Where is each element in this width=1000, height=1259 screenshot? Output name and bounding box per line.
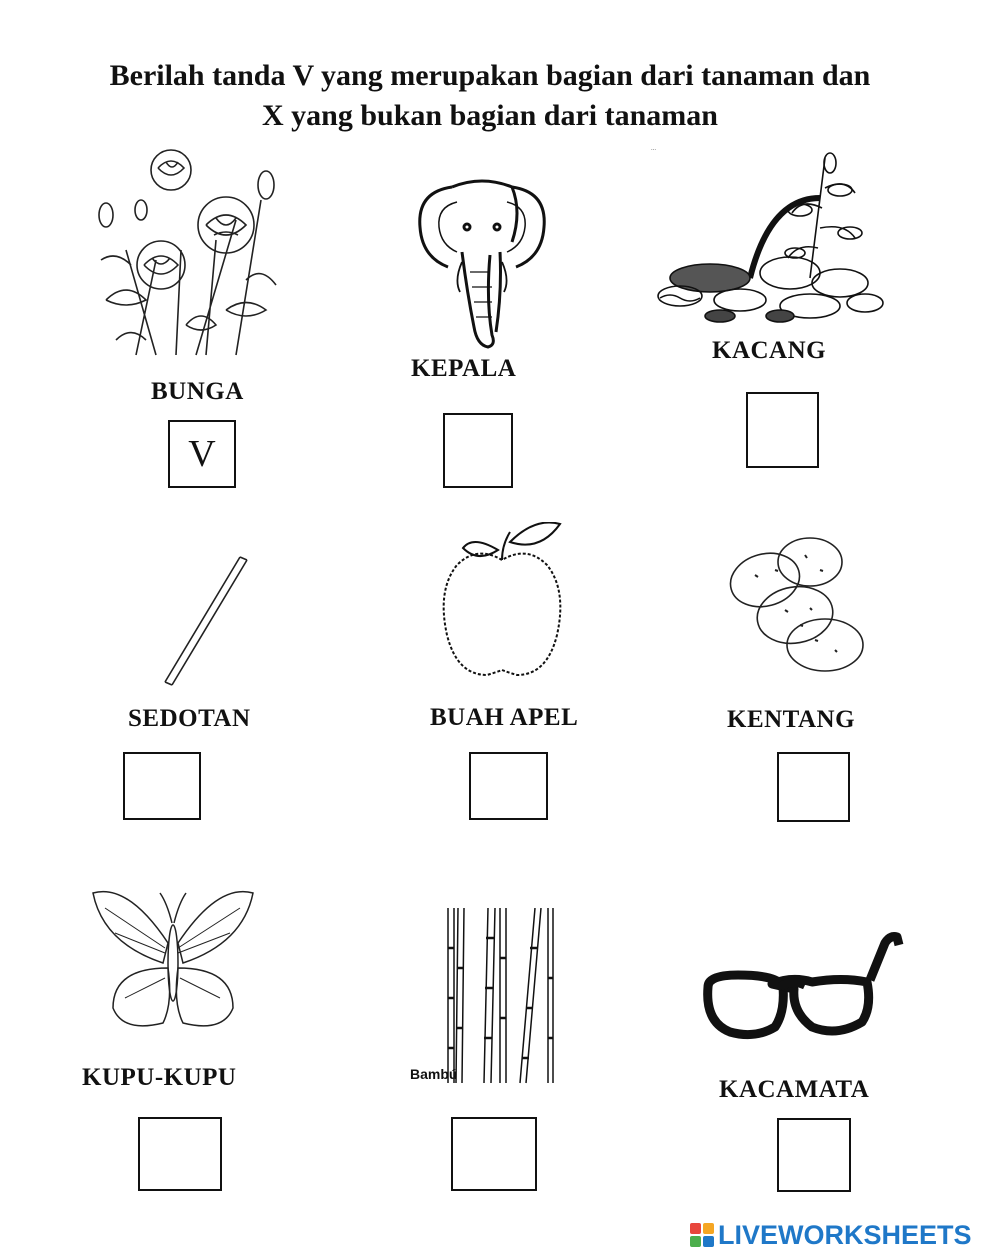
title-line-1: Berilah tanda V yang merupakan bagian dari tanaman dan [109, 59, 871, 92]
title-line-2: X yang bukan bagian dari tanaman [262, 99, 718, 132]
liveworksheets-brand[interactable] [690, 1220, 972, 1250]
answer-box-bunga[interactable]: V [168, 420, 236, 488]
answer-box-kacang[interactable] [746, 392, 819, 468]
potatoes-picture [725, 530, 867, 675]
brand-text: LIVEWORKSHEETS [718, 1219, 972, 1250]
answer-box-buah-apel[interactable] [469, 752, 548, 820]
bamboo-picture [440, 908, 560, 1088]
label-kacang: KACANG [712, 337, 827, 364]
apple-picture [440, 522, 565, 677]
roses-picture [86, 140, 286, 358]
label-kepala: KEPALA [411, 355, 517, 382]
answer-box-bambu[interactable] [451, 1117, 537, 1191]
peanut-plant-picture [650, 148, 890, 328]
tiny-mark: ... [651, 146, 657, 152]
label-bunga: BUNGA [151, 378, 244, 405]
bamboo-caption: Bambú [410, 1066, 458, 1082]
glasses-picture [700, 925, 905, 1043]
label-kentang: KENTANG [727, 706, 856, 733]
label-sedotan: SEDOTAN [128, 705, 251, 732]
answer-box-kepala[interactable] [443, 413, 513, 488]
elephant-head-picture [412, 172, 552, 352]
answer-box-kupu-kupu[interactable] [138, 1117, 222, 1191]
straw-picture [150, 552, 255, 690]
label-buah-apel: BUAH APEL [430, 704, 579, 731]
label-kupu-kupu: KUPU-KUPU [82, 1064, 237, 1091]
answer-box-kacamata[interactable] [777, 1118, 851, 1192]
butterfly-picture [90, 888, 255, 1038]
liveworksheets-logo-icon [690, 1223, 714, 1247]
worksheet-title [0, 56, 980, 136]
answer-box-sedotan[interactable] [123, 752, 201, 820]
label-kacamata: KACAMATA [719, 1076, 870, 1103]
answer-box-kentang[interactable] [777, 752, 850, 822]
